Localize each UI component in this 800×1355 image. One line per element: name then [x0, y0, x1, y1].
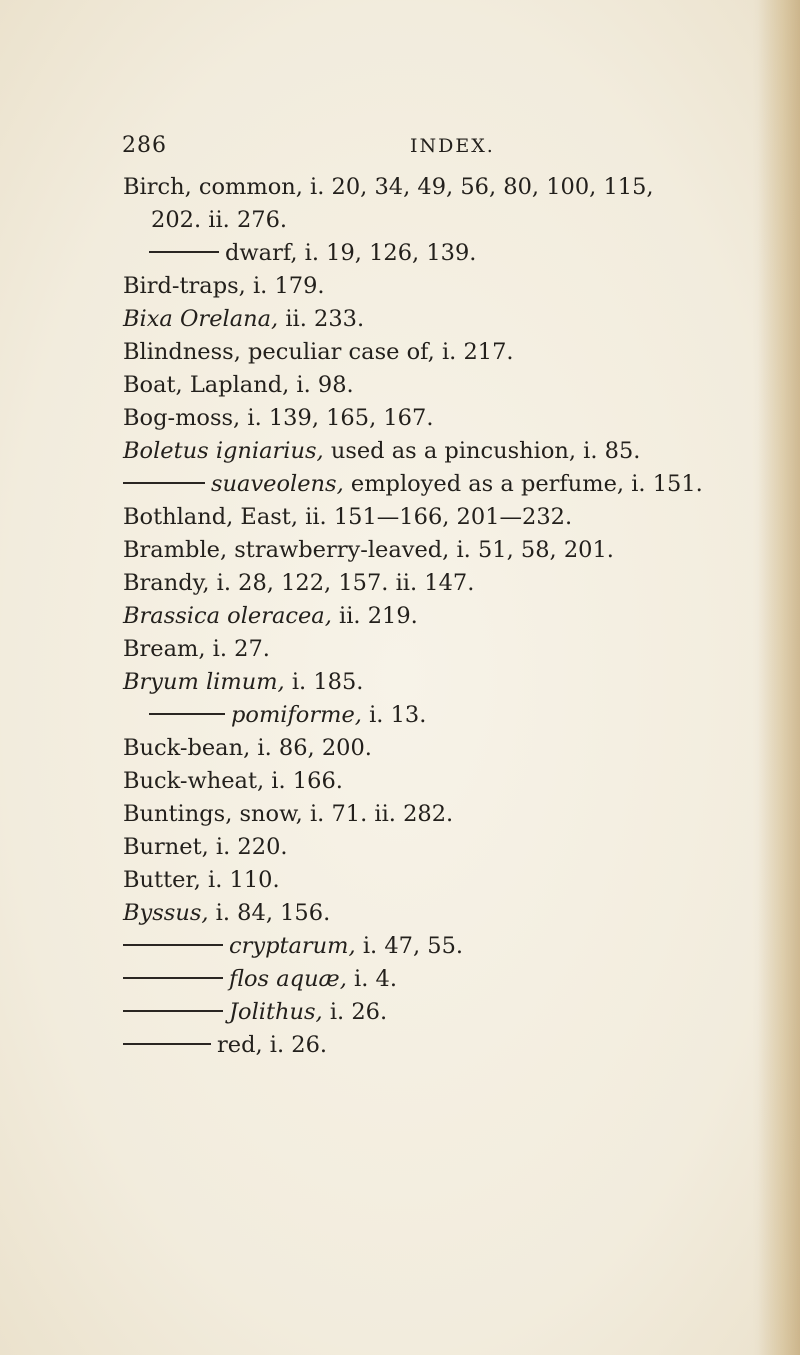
index-entry [123, 303, 788, 336]
entry-heading: Bream, [123, 636, 206, 662]
entry-references: i. 20, 34, 49, 56, 80, 100, 115, [302, 174, 654, 200]
index-entry [123, 402, 788, 435]
entry-references: i. 86, 200. [250, 735, 372, 761]
entry-references: ii. 151—166, 201—232. [298, 504, 573, 530]
subentry-heading: pomiforme, [231, 702, 362, 728]
entry-references: i. 166. [264, 768, 343, 794]
subentry-heading: suaveolens, [211, 471, 344, 497]
entry-heading: Boletus igniarius, [123, 438, 324, 464]
entry-references: i. 110. [200, 867, 280, 893]
entry-references: i. 71. ii. 282. [302, 801, 454, 827]
index-entry [123, 567, 788, 600]
ditto-dash [123, 977, 223, 979]
ditto-dash [123, 482, 205, 484]
index-subentry [123, 1029, 788, 1062]
index-subentry [123, 468, 788, 501]
entry-references: employed as a perfume, i. 151. [343, 471, 703, 497]
entry-references: i. 84, 156. [208, 900, 331, 926]
entry-references: ii. 233. [278, 306, 365, 332]
ditto-dash [123, 1010, 223, 1012]
index-entry [123, 600, 788, 633]
subentry-heading: flos aquæ, [229, 966, 347, 992]
index-entry [123, 369, 788, 402]
entry-references: i. 27. [205, 636, 270, 662]
entry-references: i. 13. [361, 702, 427, 728]
entry-references: i. 139, 165, 167. [240, 405, 434, 431]
index-entry [123, 501, 788, 534]
entry-heading: Bryum limum, [123, 669, 285, 695]
entry-heading: Byssus, [123, 900, 209, 926]
index-entry [123, 897, 788, 930]
page-header [0, 133, 800, 163]
index-entry [123, 864, 788, 897]
ditto-dash [123, 944, 223, 946]
index-entry [123, 336, 788, 369]
entry-references: used as a pincushion, i. 85. [323, 438, 641, 464]
index-subentry [123, 699, 788, 732]
subentry-heading: red, [217, 1032, 263, 1058]
index-entry [123, 732, 788, 765]
index-entry [123, 765, 788, 798]
index-subentry [123, 963, 788, 996]
entry-references: i. 4. [346, 966, 397, 992]
entry-heading: Bixa Orelana, [123, 306, 279, 332]
subentry-heading: Jolithus, [229, 999, 323, 1025]
index-entry [123, 270, 788, 303]
entry-references: 202. ii. 276. [151, 207, 288, 233]
entry-references: i. 26. [262, 1032, 328, 1058]
running-head: INDEX. [410, 135, 495, 157]
page-number: 286 [122, 133, 167, 158]
entry-heading: Bothland, East, [123, 504, 299, 530]
entry-references: i. 98. [289, 372, 354, 398]
entry-references: i. 26. [322, 999, 388, 1025]
entry-references: i. 51, 58, 201. [449, 537, 614, 563]
index-entry [123, 831, 788, 864]
index-entry [123, 435, 788, 468]
entry-heading: Bramble, strawberry-leaved, [123, 537, 450, 563]
entry-references: i. 28, 122, 157. ii. 147. [209, 570, 475, 596]
entry-heading: Boat, Lapland, [123, 372, 290, 398]
entry-references: ii. 219. [331, 603, 418, 629]
entry-references: i. 217. [434, 339, 514, 365]
ditto-dash [149, 251, 219, 253]
entry-references: i. 19, 126, 139. [297, 240, 477, 266]
ditto-dash [149, 713, 225, 715]
index-entry [123, 633, 788, 666]
entry-references: i. 220. [208, 834, 288, 860]
index-entry [123, 666, 788, 699]
entry-heading: Buck-bean, [123, 735, 251, 761]
entry-heading: Birch, common, [123, 174, 303, 200]
entry-heading: Bog-moss, [123, 405, 241, 431]
index-entry [123, 171, 788, 204]
index-entry-continuation [123, 204, 788, 237]
entry-references: i. 185. [284, 669, 364, 695]
subentry-heading: cryptarum, [229, 933, 356, 959]
entry-heading: Buck-wheat, [123, 768, 265, 794]
subentry-heading: dwarf, [225, 240, 298, 266]
index-entry [123, 798, 788, 831]
entry-heading: Butter, [123, 867, 201, 893]
index-entries [123, 171, 788, 1062]
entry-heading: Bird-traps, [123, 273, 246, 299]
entry-heading: Blindness, peculiar case of, [123, 339, 435, 365]
index-subentry [123, 930, 788, 963]
index-entry [123, 534, 788, 567]
entry-heading: Brandy, [123, 570, 210, 596]
index-subentry [123, 237, 788, 270]
entry-heading: Brassica oleracea, [123, 603, 332, 629]
ditto-dash [123, 1043, 211, 1045]
index-subentry [123, 996, 788, 1029]
entry-references: i. 47, 55. [355, 933, 464, 959]
entry-heading: Buntings, snow, [123, 801, 303, 827]
entry-references: i. 179. [245, 273, 325, 299]
entry-heading: Burnet, [123, 834, 209, 860]
